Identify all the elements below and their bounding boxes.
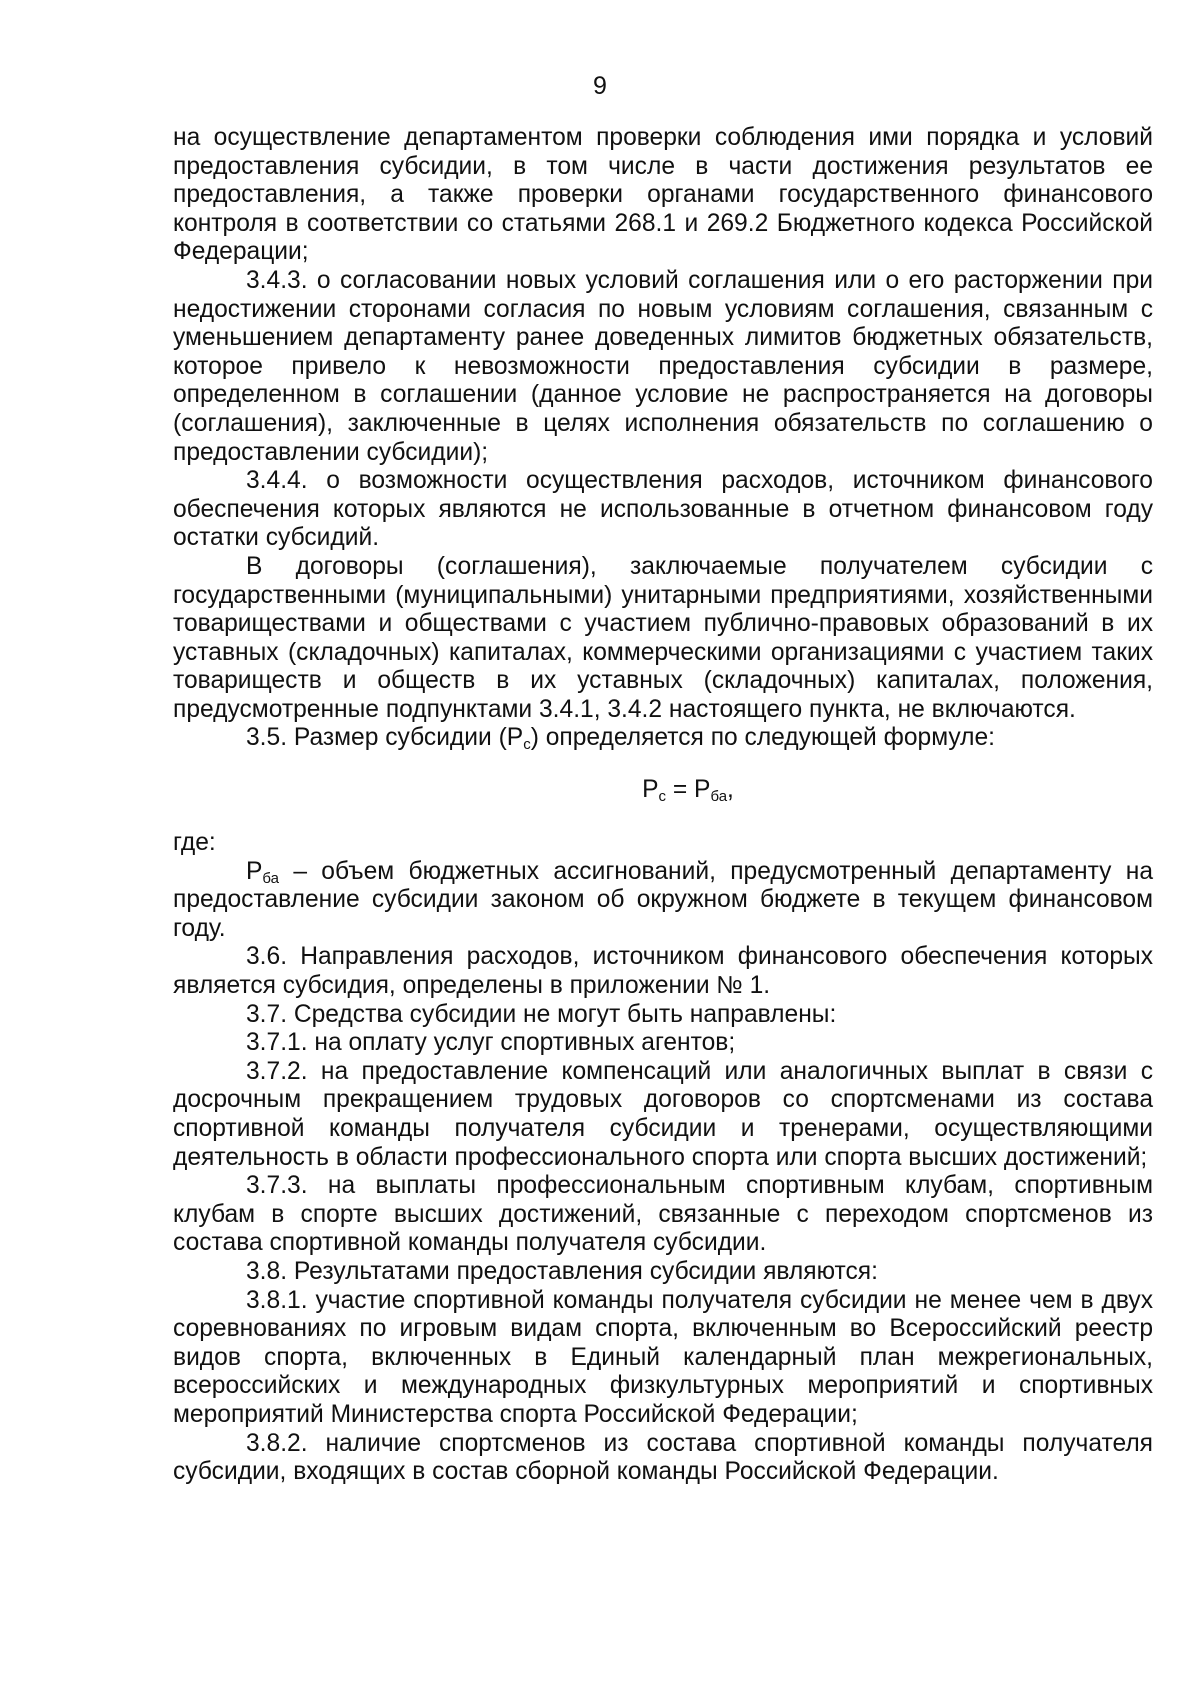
document-body xyxy=(173,124,1153,1487)
formula xyxy=(173,769,1153,811)
paragraph-3-7-3: 3.7.3. на выплаты профессиональным спортивным клубам, спортивным клубам в спорте высших достижений, связанные с переходом спортсменов из состава спортивной команды получателя субсидии. xyxy=(173,1172,1153,1257)
paragraph-3-7-1: 3.7.1. на оплату услуг спортивных агентов; xyxy=(246,1029,736,1057)
paragraph-3-8-1: 3.8.1. участие спортивной команды получателя субсидии не менее чем в двух соревнованиях по игровым видам спорта, включенным во Всероссийский реестр видов спорта, включенных в Единый календарный план межрегиональных, всероссийских и международных физкультурных мероприятий и спортивных мероприятий Министерства спорта Российской Федерации; xyxy=(173,1286,1153,1428)
text-fragment: Р xyxy=(246,857,263,885)
paragraph-definition xyxy=(173,858,1153,944)
text-fragment: 3.5. Размер субсидии (Р xyxy=(246,724,524,752)
paragraph-3-7-2: 3.7.2. на предоставление компенсаций или аналогичных выплат в связи с досрочным прекращением трудовых договоров со спортсменами из состава спортивной команды получателя субсидии и тренерами, осуществляющими деятельность в области профессионального спорта или спорта высших достижений; xyxy=(173,1057,1153,1171)
page-number: 9 xyxy=(593,72,607,100)
paragraph-contracts: В договоры (соглашения), заключаемые получателем субсидии с государственными (муниципальными) унитарными предприятиями, хозяйственными товариществами и обществами с участием публично-правовых образований в их уставных (складочных) капиталах, коммерческими организациями с участием таких товариществ и обществ в их уставных (складочных) капиталах, положения, предусмотренные подпунктами 3.4.1, 3.4.2 настоящего пункта, не включаются. xyxy=(173,552,1153,723)
paragraph: на осуществление департаментом проверки соблюдения ими порядка и условий предоставления субсидии, в том числе в части достижения результатов ее предоставления, а также проверки органами государственного финансового контроля в соответствии со статьями 268.1 и 269.2 Бюджетного кодекса Российской Федерации; xyxy=(173,124,1153,266)
text-fragment: ) определяется по следующей формуле: xyxy=(530,724,996,752)
paragraph-3-6: 3.6. Направления расходов, источником финансового обеспечения которых является субсидия, определены в приложении № 1. xyxy=(173,943,1153,1000)
formula-equals: = Р xyxy=(666,776,711,804)
formula-symbol: Р xyxy=(642,776,659,804)
paragraph-3-4-4: 3.4.4. о возможности осуществления расходов, источником финансового обеспечения которых являются не использованные в отчетном финансовом году остатки субсидий. xyxy=(173,467,1153,552)
paragraph-3-7: 3.7. Средства субсидии не могут быть направлены: xyxy=(246,1000,837,1028)
text-fragment: – объем бюджетных ассигнований, предусмотренный департаменту на предоставление субсидии законом об окружном бюджете в текущем финансовом году. xyxy=(173,857,1153,942)
subscript: с xyxy=(523,736,531,754)
where-label: где: xyxy=(173,829,216,857)
paragraph-3-5 xyxy=(173,724,1153,753)
subscript: ба xyxy=(262,869,279,887)
formula-comma: , xyxy=(727,776,734,804)
formula-subscript: ба xyxy=(710,788,728,806)
formula-subscript: с xyxy=(658,788,667,806)
paragraph-3-8-2: 3.8.2. наличие спортсменов из состава спортивной команды получателя субсидии, входящих в состав сборной команды Российской Федерации. xyxy=(173,1429,1153,1486)
paragraph-3-4-3: 3.4.3. о согласовании новых условий соглашения или о его расторжении при недостижении сторонами согласия по новым условиям соглашения, связанным с уменьшением департаменту ранее доведенных лимитов бюджетных обязательств, которое привело к невозможности предоставления субсидии в размере, определенном в соглашении (данное условие не распространяется на договоры (соглашения), заключенные в целях исполнения обязательств по соглашению о предоставлении субсидии); xyxy=(173,266,1153,466)
paragraph-3-8: 3.8. Результатами предоставления субсидии являются: xyxy=(246,1257,878,1285)
